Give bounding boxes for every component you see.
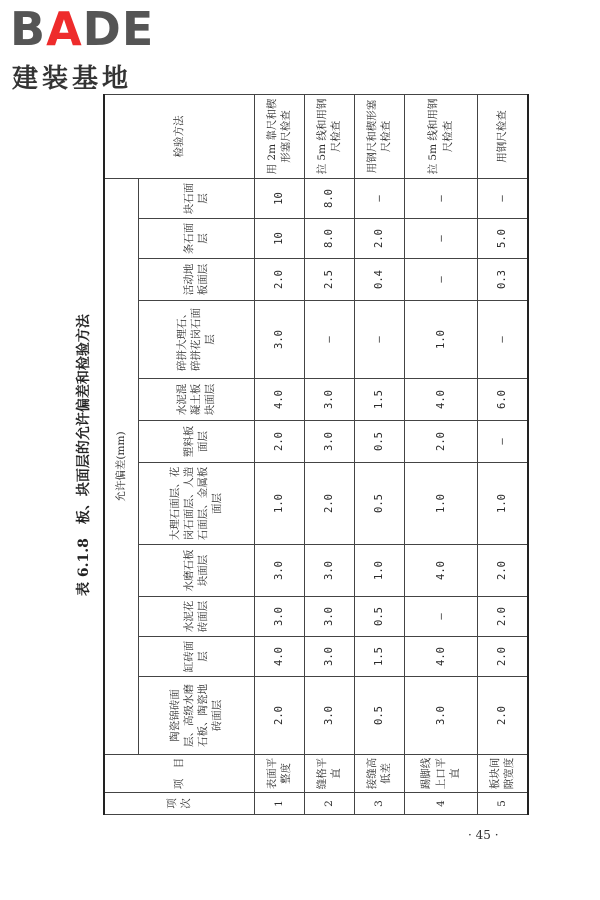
value-cell: 1.5 bbox=[354, 637, 404, 677]
col-header: 大理石面层、花岗石面层、人造石面层、金属板面层 bbox=[138, 463, 254, 545]
value-cell: 2.0 bbox=[477, 637, 528, 677]
value-cell: 2.0 bbox=[404, 421, 477, 463]
table-row bbox=[404, 95, 477, 815]
value-cell: 2.0 bbox=[354, 219, 404, 259]
value-cell: — bbox=[477, 301, 528, 379]
row-item: 缝格平直 bbox=[304, 755, 354, 793]
value-cell: 3.0 bbox=[404, 677, 477, 755]
value-cell: — bbox=[354, 179, 404, 219]
col-header: 块石面层 bbox=[138, 179, 254, 219]
value-cell: — bbox=[404, 259, 477, 301]
col-header: 碎拼大理石、碎拼花岗石面层 bbox=[138, 301, 254, 379]
value-cell: 1.5 bbox=[354, 379, 404, 421]
value-cell: 3.0 bbox=[254, 545, 304, 597]
table-row bbox=[254, 95, 304, 815]
table-row bbox=[304, 95, 354, 815]
value-cell: — bbox=[477, 179, 528, 219]
brand-wordmark: BADE bbox=[10, 2, 155, 56]
value-cell: 2.0 bbox=[304, 463, 354, 545]
value-cell: 3.0 bbox=[254, 597, 304, 637]
row-no: 3 bbox=[354, 793, 404, 815]
value-cell: 3.0 bbox=[304, 379, 354, 421]
value-cell: 4.0 bbox=[404, 379, 477, 421]
value-cell: 4.0 bbox=[404, 545, 477, 597]
value-cell: 1.0 bbox=[354, 545, 404, 597]
value-cell: 0.5 bbox=[354, 421, 404, 463]
col-header: 活动地板面层 bbox=[138, 259, 254, 301]
value-cell: — bbox=[354, 301, 404, 379]
table-row bbox=[477, 95, 528, 815]
value-cell: 0.5 bbox=[354, 677, 404, 755]
row-item: 接缝高低差 bbox=[354, 755, 404, 793]
row-method: 用 2m 靠尺和楔形塞尺检查 bbox=[254, 95, 304, 179]
value-cell: 8.0 bbox=[304, 179, 354, 219]
col-header: 水泥花砖面层 bbox=[138, 597, 254, 637]
value-cell: 6.0 bbox=[477, 379, 528, 421]
value-cell: 3.0 bbox=[304, 677, 354, 755]
value-cell: — bbox=[404, 219, 477, 259]
row-no: 5 bbox=[477, 793, 528, 815]
header-item: 项 目 bbox=[104, 755, 254, 793]
value-cell: 0.3 bbox=[477, 259, 528, 301]
value-cell: 4.0 bbox=[404, 637, 477, 677]
brand-subtitle: 建装基地 bbox=[12, 64, 133, 94]
header-no: 项次 bbox=[104, 793, 254, 815]
value-cell: — bbox=[404, 179, 477, 219]
value-cell: 2.0 bbox=[477, 545, 528, 597]
value-cell: 2.0 bbox=[477, 677, 528, 755]
value-cell: 3.0 bbox=[304, 545, 354, 597]
col-header: 水磨石板块面层 bbox=[138, 545, 254, 597]
value-cell: 3.0 bbox=[304, 597, 354, 637]
value-cell: 1.0 bbox=[404, 463, 477, 545]
value-cell: 0.5 bbox=[354, 463, 404, 545]
value-cell: — bbox=[404, 597, 477, 637]
value-cell: 2.0 bbox=[477, 597, 528, 637]
col-header: 缸砖面层 bbox=[138, 637, 254, 677]
value-cell: 3.0 bbox=[304, 637, 354, 677]
value-cell: 5.0 bbox=[477, 219, 528, 259]
table-row bbox=[354, 95, 404, 815]
rotated-table-page bbox=[69, 95, 529, 815]
value-cell: 10 bbox=[254, 179, 304, 219]
row-item: 板块间隙宽度 bbox=[477, 755, 528, 793]
tolerance-table bbox=[103, 94, 529, 815]
header-method: 检验方法 bbox=[104, 95, 254, 179]
col-header: 条石面层 bbox=[138, 219, 254, 259]
value-cell: 1.0 bbox=[404, 301, 477, 379]
value-cell: 2.5 bbox=[304, 259, 354, 301]
row-method: 拉 5m 线和用钢尺检查 bbox=[304, 95, 354, 179]
row-item: 踢脚线上口平直 bbox=[404, 755, 477, 793]
row-item: 表面平整度 bbox=[254, 755, 304, 793]
value-cell: 3.0 bbox=[254, 301, 304, 379]
col-header: 陶瓷锦砖面层、高级水磨石板、陶瓷地砖面层 bbox=[138, 677, 254, 755]
value-cell: 4.0 bbox=[254, 637, 304, 677]
brand-logo bbox=[8, 2, 178, 94]
value-cell: — bbox=[477, 421, 528, 463]
row-method: 拉 5m 线和用钢尺检查 bbox=[404, 95, 477, 179]
value-cell: 2.0 bbox=[254, 677, 304, 755]
row-no: 4 bbox=[404, 793, 477, 815]
value-cell: 0.4 bbox=[354, 259, 404, 301]
value-cell: — bbox=[304, 301, 354, 379]
table-caption: 表 6.1.8 板、块面层的允许偏差和检验方法 bbox=[76, 314, 92, 596]
row-no: 2 bbox=[304, 793, 354, 815]
value-cell: 0.5 bbox=[354, 597, 404, 637]
value-cell: 8.0 bbox=[304, 219, 354, 259]
value-cell: 2.0 bbox=[254, 421, 304, 463]
col-header: 水泥混凝土板块面层 bbox=[138, 379, 254, 421]
row-no: 1 bbox=[254, 793, 304, 815]
col-header: 塑料板面层 bbox=[138, 421, 254, 463]
value-cell: 3.0 bbox=[304, 421, 354, 463]
value-cell: 1.0 bbox=[477, 463, 528, 545]
row-method: 用钢尺和楔形塞尺检查 bbox=[354, 95, 404, 179]
value-cell: 4.0 bbox=[254, 379, 304, 421]
value-cell: 2.0 bbox=[254, 259, 304, 301]
value-cell: 1.0 bbox=[254, 463, 304, 545]
page-number: · 45 · bbox=[468, 828, 499, 842]
header-tolerance-group: 允许偏差(mm) bbox=[104, 179, 138, 755]
value-cell: 10 bbox=[254, 219, 304, 259]
row-method: 用钢尺检查 bbox=[477, 95, 528, 179]
